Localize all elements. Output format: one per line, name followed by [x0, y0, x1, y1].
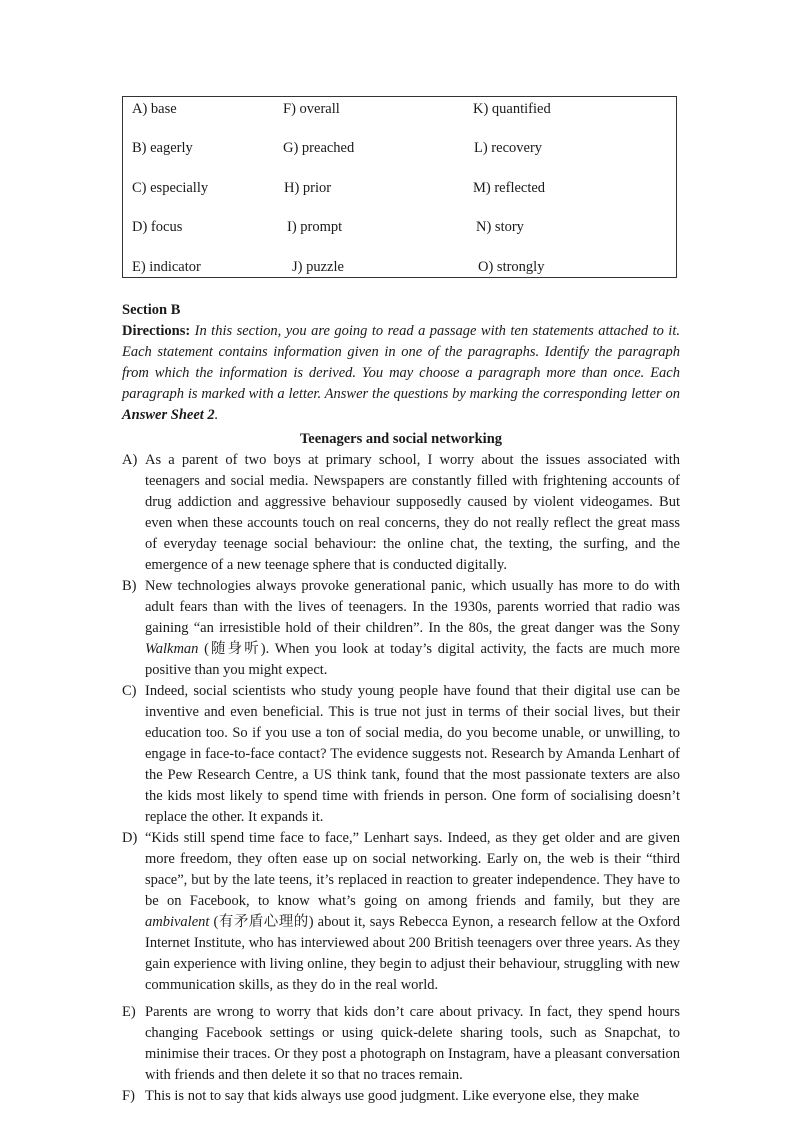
word-option: B) eagerly	[132, 140, 193, 156]
word-option: C) especially	[132, 180, 209, 196]
paragraph-text: As a parent of two boys at primary school, I worry about the issues associated with teenagers and social media. Newspapers are constantly filled with frightening accounts of drug addiction and aggressive behaviour supposedly caused by violent videogames. But even when these accounts touch on real concerns, they do not really reflect the great mass of everyday teenage social behaviour: the online chat, the texting, the surfing, and the emergence of a new teenage sphere that is conducted digitally.	[145, 452, 680, 573]
italic-term: Walkman	[145, 641, 199, 657]
paragraph-text	[145, 576, 680, 681]
word-option: K) quantified	[473, 101, 551, 117]
paragraph-text-part: (随身听). When you look at today’s digital activity, the facts are much more positive than you might expect.	[145, 641, 680, 678]
word-option: H) prior	[284, 180, 332, 196]
word-option: E) indicator	[132, 259, 201, 275]
word-option: O) strongly	[478, 259, 545, 275]
paragraph-text	[145, 828, 680, 996]
paragraph-text: Indeed, social scientists who study young people have found that their digital use can be inventive and even beneficial. This is true not just in terms of their social lives, but their education too. So if you use a ton of social media, do you become unable, or unwilling, to engage in face-to-face contact? The evidence suggests not. Research by Amanda Lenhart of the Pew Research Centre, a US think tank, found that the most passionate texters are also the kids most likely to spend time with friends in person. One form of socialising doesn’t replace the other. It expands it.	[145, 683, 680, 825]
paragraph-f	[122, 1086, 680, 1107]
directions-label: Directions:	[122, 323, 191, 339]
paragraph-a	[122, 450, 680, 576]
paragraph-d	[122, 828, 680, 996]
word-option: M) reflected	[473, 180, 546, 196]
directions-text: In this section, you are going to read a passage with ten statements attached to it. Each statement contains information given in one of the paragraphs. Identify the paragraph from which the information is derived. You may choose a paragraph more than once. Each paragraph is marked with a letter. Answer the questions by marking the corresponding letter on	[122, 323, 680, 402]
section-b	[122, 300, 680, 1107]
word-option: F) overall	[283, 101, 340, 117]
paragraph-text: This is not to say that kids always use good judgment. Like everyone else, they make	[145, 1088, 640, 1104]
paragraph-text-part: “Kids still spend time face to face,” Lenhart says. Indeed, as they get older and are given more freedom, they often ease up on social networking. Early on, the web is their “third space”, but by the late teens, it’s replaced in reaction to greater independence. They have to be on Facebook, to know what’s going on among friends and family, but they are	[145, 830, 680, 909]
word-option: A) base	[132, 101, 177, 117]
directions	[122, 321, 680, 426]
passage-title: Teenagers and social networking	[299, 431, 503, 447]
paragraph-letter: B)	[122, 578, 137, 594]
word-option: G) preached	[283, 140, 355, 156]
paragraph-letter: E)	[122, 1004, 136, 1020]
paragraph-c	[122, 681, 680, 828]
paragraph-b	[122, 576, 680, 681]
paragraph-letter: C)	[122, 683, 137, 699]
word-option: L) recovery	[474, 140, 543, 156]
paragraph-text-part: (有矛盾心理的) about it, says Rebecca Eynon, a research fellow at the Oxford Internet Institute, who has interviewed about 200 British teenagers over three years. As they gain experience with living online, they begin to adjust their behaviour, struggling with new communication skills, as they do in the real world.	[145, 914, 680, 993]
word-option: N) story	[476, 219, 524, 235]
section-title: Section B	[122, 302, 181, 318]
directions-end: .	[214, 407, 219, 423]
italic-term: ambivalent	[145, 914, 210, 930]
paragraph-text: Parents are wrong to worry that kids don’t care about privacy. In fact, they spend hours changing Facebook settings or using quick-delete sharing tools, such as Snapchat, to minimise their traces. Or they post a photograph on Instagram, have a pleasant conversation with friends and then delete it so that no traces remain.	[145, 1004, 680, 1083]
answer-sheet-label: Answer Sheet 2	[122, 407, 215, 423]
paragraph-letter: D)	[122, 830, 138, 846]
paragraph-letter: A)	[122, 452, 138, 468]
paragraph-text-part: New technologies always provoke generational panic, which usually has more to do with adult fears than with the lives of teenagers. In the 1930s, parents worried that radio was gaining “an irresistible hold of their children”. In the 80s, the great danger was the Sony	[145, 578, 680, 636]
word-option: D) focus	[132, 219, 183, 235]
word-option: I) prompt	[287, 219, 343, 235]
word-bank-table	[122, 96, 677, 278]
paragraph-e	[122, 1002, 680, 1086]
paragraph-letter: F)	[122, 1088, 135, 1104]
word-option: J) puzzle	[292, 259, 344, 275]
